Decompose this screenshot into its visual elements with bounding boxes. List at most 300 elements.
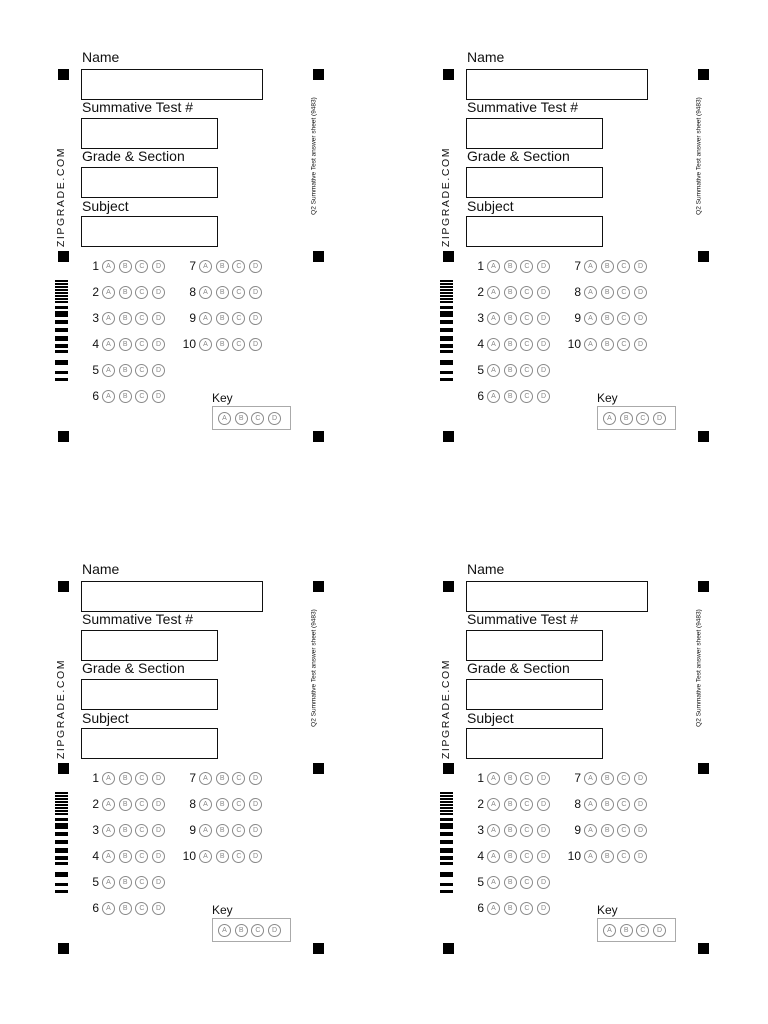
answer-bubble[interactable]: C: [232, 824, 245, 837]
answer-bubble[interactable]: D: [537, 364, 550, 377]
answer-bubble[interactable]: D: [537, 798, 550, 811]
answer-bubble[interactable]: B: [119, 902, 132, 915]
answer-bubble[interactable]: D: [249, 850, 262, 863]
answer-bubble[interactable]: A: [487, 798, 500, 811]
key-bubble[interactable]: D: [653, 924, 666, 937]
registration-mark: [58, 69, 69, 80]
answer-bubble[interactable]: D: [152, 338, 165, 351]
grade-label: Grade & Section: [467, 148, 570, 164]
answer-bubble[interactable]: B: [216, 824, 229, 837]
answer-bubble[interactable]: B: [504, 902, 517, 915]
answer-bubble[interactable]: B: [216, 312, 229, 325]
barcode-bar: [440, 283, 453, 285]
key-bubble[interactable]: B: [620, 924, 633, 937]
answer-bubble[interactable]: A: [487, 286, 500, 299]
answer-bubble[interactable]: B: [216, 338, 229, 351]
answer-bubble[interactable]: C: [617, 850, 630, 863]
answer-bubble[interactable]: C: [232, 798, 245, 811]
answer-bubble[interactable]: D: [634, 338, 647, 351]
answer-bubble[interactable]: A: [102, 876, 115, 889]
barcode-bar: [440, 350, 453, 353]
answer-bubble[interactable]: C: [617, 260, 630, 273]
answer-bubble[interactable]: D: [634, 286, 647, 299]
question-number: 5: [92, 875, 99, 889]
barcode-bar: [440, 286, 453, 288]
answer-bubble[interactable]: A: [584, 772, 597, 785]
answer-bubble[interactable]: D: [537, 902, 550, 915]
answer-bubble[interactable]: C: [135, 390, 148, 403]
answer-bubble[interactable]: C: [617, 286, 630, 299]
barcode-bar: [55, 298, 68, 300]
question-number: 8: [574, 797, 581, 811]
question-row: [77, 874, 169, 890]
answer-bubble[interactable]: C: [520, 876, 533, 889]
answer-bubble[interactable]: C: [135, 798, 148, 811]
brand-text: ZIPGRADE.COM: [55, 658, 67, 760]
key-box: [597, 918, 676, 942]
grade-section-field[interactable]: [466, 167, 603, 198]
question-number: 1: [477, 771, 484, 785]
answer-bubble[interactable]: D: [537, 312, 550, 325]
question-number: 10: [182, 337, 196, 351]
answer-bubble[interactable]: A: [584, 286, 597, 299]
answer-bubble[interactable]: C: [232, 312, 245, 325]
answer-bubble[interactable]: B: [119, 338, 132, 351]
answer-bubble[interactable]: D: [249, 312, 262, 325]
answer-bubble[interactable]: B: [119, 772, 132, 785]
answer-bubble[interactable]: A: [487, 876, 500, 889]
answer-bubble[interactable]: C: [520, 312, 533, 325]
answer-bubble[interactable]: C: [135, 772, 148, 785]
question-number: 2: [92, 285, 99, 299]
answer-bubble[interactable]: A: [584, 312, 597, 325]
question-number: 7: [574, 771, 581, 785]
barcode-bar: [55, 336, 68, 341]
answer-bubble[interactable]: D: [152, 364, 165, 377]
answer-bubble[interactable]: B: [216, 286, 229, 299]
answer-bubble[interactable]: B: [601, 312, 614, 325]
answer-bubble[interactable]: B: [119, 824, 132, 837]
answer-bubble[interactable]: B: [504, 260, 517, 273]
barcode-bar: [55, 798, 68, 800]
grade-section-field[interactable]: [81, 679, 218, 710]
answer-bubble[interactable]: A: [584, 338, 597, 351]
question-number: 9: [574, 823, 581, 837]
answer-bubble[interactable]: B: [119, 364, 132, 377]
answer-bubble[interactable]: A: [487, 850, 500, 863]
subject-field[interactable]: [466, 216, 603, 247]
answer-bubble[interactable]: B: [504, 364, 517, 377]
answer-bubble[interactable]: C: [617, 798, 630, 811]
barcode-bar: [440, 872, 453, 877]
key-bubble[interactable]: D: [653, 412, 666, 425]
key-bubble[interactable]: B: [620, 412, 633, 425]
answer-bubble[interactable]: C: [232, 338, 245, 351]
answer-bubble[interactable]: D: [152, 260, 165, 273]
answer-bubble[interactable]: C: [232, 850, 245, 863]
question-number: 10: [182, 849, 196, 863]
name-field[interactable]: [466, 581, 648, 612]
answer-bubble[interactable]: D: [152, 772, 165, 785]
question-row: [462, 874, 554, 890]
question-row: [174, 770, 266, 786]
answer-bubble[interactable]: A: [199, 850, 212, 863]
answer-bubble[interactable]: C: [617, 772, 630, 785]
sheet-title: Q2 Summative Test answer sheet (9483): [310, 609, 318, 727]
answer-bubble[interactable]: C: [135, 902, 148, 915]
answer-bubble[interactable]: B: [119, 850, 132, 863]
question-row: [77, 796, 169, 812]
question-row: [462, 336, 554, 352]
question-row: [462, 258, 554, 274]
barcode-bar: [55, 292, 68, 294]
test-number-field[interactable]: [81, 118, 218, 149]
key-bubble[interactable]: C: [251, 924, 264, 937]
answer-bubble[interactable]: D: [537, 850, 550, 863]
subject-label: Subject: [467, 198, 514, 214]
answer-bubble[interactable]: D: [152, 286, 165, 299]
answer-bubble[interactable]: B: [601, 798, 614, 811]
key-bubble[interactable]: D: [268, 412, 281, 425]
barcode-bar: [440, 306, 453, 309]
answer-bubble[interactable]: B: [504, 338, 517, 351]
question-row: [559, 336, 651, 352]
barcode-bar: [55, 810, 68, 812]
key-bubble[interactable]: A: [603, 412, 616, 425]
answer-bubble[interactable]: A: [584, 824, 597, 837]
subject-field[interactable]: [81, 216, 218, 247]
registration-mark: [443, 943, 454, 954]
registration-mark: [58, 431, 69, 442]
answer-bubble[interactable]: A: [487, 902, 500, 915]
barcode-bar: [440, 798, 453, 800]
barcode-bar: [55, 840, 68, 844]
answer-bubble[interactable]: D: [249, 338, 262, 351]
answer-bubble[interactable]: D: [634, 798, 647, 811]
key-bubble[interactable]: C: [636, 412, 649, 425]
registration-mark: [58, 581, 69, 592]
question-number: 2: [92, 797, 99, 811]
answer-bubble[interactable]: A: [102, 798, 115, 811]
answer-bubble[interactable]: C: [135, 260, 148, 273]
answer-bubble[interactable]: A: [199, 312, 212, 325]
subject-field[interactable]: [81, 728, 218, 759]
answer-bubble[interactable]: A: [199, 260, 212, 273]
question-number: 9: [574, 311, 581, 325]
answer-bubble[interactable]: D: [634, 312, 647, 325]
registration-mark: [443, 763, 454, 774]
barcode-bar: [55, 289, 68, 291]
answer-bubble[interactable]: A: [102, 338, 115, 351]
question-number: 8: [189, 285, 196, 299]
key-label: Key: [212, 903, 233, 917]
answer-bubble[interactable]: A: [487, 312, 500, 325]
answer-bubble[interactable]: C: [520, 390, 533, 403]
answer-bubble[interactable]: C: [617, 824, 630, 837]
question-number: 7: [189, 771, 196, 785]
answer-bubble[interactable]: A: [102, 824, 115, 837]
answer-bubble[interactable]: C: [135, 876, 148, 889]
answer-bubble[interactable]: C: [135, 338, 148, 351]
barcode-bar: [440, 360, 453, 365]
barcode-bar: [55, 848, 68, 853]
answer-bubble[interactable]: D: [634, 260, 647, 273]
answer-bubble[interactable]: C: [135, 286, 148, 299]
answer-bubble[interactable]: C: [520, 338, 533, 351]
question-number: 6: [477, 901, 484, 915]
barcode-bar: [440, 818, 453, 821]
question-row: [559, 822, 651, 838]
barcode-bar: [55, 832, 68, 836]
subject-label: Subject: [82, 198, 129, 214]
answer-bubble[interactable]: D: [152, 390, 165, 403]
question-row: [559, 848, 651, 864]
barcode-bar: [440, 328, 453, 332]
answer-bubble[interactable]: D: [634, 772, 647, 785]
name-field[interactable]: [81, 581, 263, 612]
answer-bubble[interactable]: C: [135, 364, 148, 377]
answer-bubble[interactable]: B: [119, 390, 132, 403]
answer-bubble[interactable]: D: [152, 876, 165, 889]
answer-bubble[interactable]: A: [584, 850, 597, 863]
answer-bubble[interactable]: C: [520, 850, 533, 863]
barcode-bar: [440, 813, 453, 815]
barcode-bar: [440, 378, 453, 381]
test-number-field[interactable]: [81, 630, 218, 661]
barcode-bar: [440, 311, 453, 317]
answer-bubble[interactable]: D: [537, 260, 550, 273]
question-row: [77, 388, 169, 404]
answer-bubble[interactable]: C: [232, 772, 245, 785]
answer-bubble[interactable]: D: [537, 286, 550, 299]
key-label: Key: [212, 391, 233, 405]
answer-bubble[interactable]: C: [520, 902, 533, 915]
answer-bubble[interactable]: D: [249, 798, 262, 811]
answer-bubble[interactable]: D: [152, 824, 165, 837]
grade-label: Grade & Section: [82, 148, 185, 164]
answer-bubble[interactable]: D: [537, 876, 550, 889]
answer-bubble[interactable]: D: [249, 772, 262, 785]
answer-bubble[interactable]: B: [216, 798, 229, 811]
key-bubble[interactable]: A: [218, 924, 231, 937]
answer-bubble[interactable]: D: [634, 850, 647, 863]
barcode-bar: [55, 320, 68, 324]
answer-bubble[interactable]: C: [520, 364, 533, 377]
answer-bubble[interactable]: A: [199, 824, 212, 837]
barcode-bar: [440, 792, 453, 794]
answer-bubble[interactable]: D: [152, 798, 165, 811]
registration-mark: [698, 943, 709, 954]
question-number: 2: [477, 285, 484, 299]
name-field[interactable]: [81, 69, 263, 100]
answer-bubble[interactable]: A: [487, 364, 500, 377]
key-box: [597, 406, 676, 430]
answer-bubble[interactable]: D: [152, 850, 165, 863]
question-number: 3: [92, 823, 99, 837]
question-row: [77, 770, 169, 786]
brand-text: ZIPGRADE.COM: [440, 146, 452, 248]
answer-bubble[interactable]: B: [504, 286, 517, 299]
answer-bubble[interactable]: C: [617, 338, 630, 351]
answer-bubble[interactable]: A: [102, 850, 115, 863]
answer-bubble[interactable]: D: [249, 286, 262, 299]
answer-bubble[interactable]: C: [520, 798, 533, 811]
answer-bubble[interactable]: C: [135, 312, 148, 325]
barcode-bar: [55, 344, 68, 348]
answer-bubble[interactable]: C: [232, 260, 245, 273]
answer-bubble[interactable]: C: [520, 824, 533, 837]
answer-sheet: [55, 560, 388, 950]
answer-bubble[interactable]: B: [216, 260, 229, 273]
answer-bubble[interactable]: A: [584, 260, 597, 273]
answer-bubble[interactable]: B: [504, 876, 517, 889]
answer-bubble[interactable]: B: [216, 772, 229, 785]
name-field[interactable]: [466, 69, 648, 100]
key-bubble[interactable]: B: [235, 924, 248, 937]
answer-bubble[interactable]: D: [537, 772, 550, 785]
answer-bubble[interactable]: B: [119, 260, 132, 273]
answer-bubble[interactable]: B: [119, 876, 132, 889]
subject-field[interactable]: [466, 728, 603, 759]
answer-bubble[interactable]: B: [601, 286, 614, 299]
answer-bubble[interactable]: A: [102, 312, 115, 325]
question-number: 1: [92, 259, 99, 273]
answer-bubble[interactable]: B: [601, 850, 614, 863]
key-bubble[interactable]: C: [251, 412, 264, 425]
answer-bubble[interactable]: B: [601, 338, 614, 351]
key-bubble[interactable]: A: [603, 924, 616, 937]
answer-bubble[interactable]: A: [487, 260, 500, 273]
answer-bubble[interactable]: D: [249, 260, 262, 273]
barcode-bar: [55, 286, 68, 288]
question-row: [462, 770, 554, 786]
answer-bubble[interactable]: A: [102, 390, 115, 403]
question-number: 7: [574, 259, 581, 273]
question-row: [77, 362, 169, 378]
key-label: Key: [597, 903, 618, 917]
answer-bubble[interactable]: D: [537, 824, 550, 837]
question-row: [559, 258, 651, 274]
answer-bubble[interactable]: B: [504, 772, 517, 785]
answer-bubble[interactable]: D: [152, 312, 165, 325]
answer-bubble[interactable]: A: [584, 798, 597, 811]
answer-bubble[interactable]: B: [504, 312, 517, 325]
answer-bubble[interactable]: C: [135, 824, 148, 837]
answer-bubble[interactable]: B: [504, 824, 517, 837]
key-bubble[interactable]: B: [235, 412, 248, 425]
answer-bubble[interactable]: A: [487, 772, 500, 785]
answer-bubble[interactable]: A: [199, 338, 212, 351]
answer-bubble[interactable]: B: [119, 286, 132, 299]
registration-mark: [313, 581, 324, 592]
answer-bubble[interactable]: C: [520, 260, 533, 273]
answer-sheet: [55, 48, 388, 438]
question-number: 4: [92, 337, 99, 351]
test-number-field[interactable]: [466, 630, 603, 661]
answer-bubble[interactable]: D: [152, 902, 165, 915]
answer-bubble[interactable]: C: [135, 850, 148, 863]
answer-bubble[interactable]: B: [601, 824, 614, 837]
answer-bubble[interactable]: A: [102, 286, 115, 299]
sheet-title: Q2 Summative Test answer sheet (9483): [695, 97, 703, 215]
answer-bubble[interactable]: D: [249, 824, 262, 837]
question-number: 5: [92, 363, 99, 377]
barcode-bar: [55, 371, 68, 374]
barcode-bar: [440, 804, 453, 806]
answer-bubble[interactable]: D: [634, 824, 647, 837]
answer-bubble[interactable]: D: [537, 390, 550, 403]
question-number: 7: [189, 259, 196, 273]
barcode-bar: [440, 292, 453, 294]
question-row: [174, 796, 266, 812]
answer-bubble[interactable]: B: [601, 772, 614, 785]
answer-bubble[interactable]: A: [102, 364, 115, 377]
answer-bubble[interactable]: B: [504, 390, 517, 403]
answer-bubble[interactable]: B: [504, 798, 517, 811]
registration-mark: [698, 69, 709, 80]
grade-section-field[interactable]: [81, 167, 218, 198]
barcode-bar: [55, 301, 68, 303]
answer-bubble[interactable]: B: [504, 850, 517, 863]
barcode-bar: [440, 810, 453, 812]
barcode-bar: [55, 823, 68, 829]
answer-sheet: [440, 48, 768, 438]
answer-bubble[interactable]: C: [520, 286, 533, 299]
barcode-bar: [55, 283, 68, 285]
answer-bubble[interactable]: A: [102, 772, 115, 785]
answer-bubble[interactable]: B: [119, 798, 132, 811]
answer-bubble[interactable]: A: [487, 824, 500, 837]
barcode-bar: [440, 795, 453, 797]
barcode-bar: [55, 804, 68, 806]
answer-bubble[interactable]: C: [232, 286, 245, 299]
barcode-bar: [440, 807, 453, 809]
barcode-bar: [440, 298, 453, 300]
answer-bubble[interactable]: A: [199, 772, 212, 785]
question-row: [462, 848, 554, 864]
barcode-bar: [440, 280, 453, 282]
grade-section-field[interactable]: [466, 679, 603, 710]
answer-bubble[interactable]: A: [199, 798, 212, 811]
answer-bubble[interactable]: A: [102, 260, 115, 273]
answer-bubble[interactable]: A: [199, 286, 212, 299]
answer-bubble[interactable]: C: [520, 772, 533, 785]
key-bubble[interactable]: D: [268, 924, 281, 937]
answer-bubble[interactable]: B: [216, 850, 229, 863]
registration-mark: [58, 763, 69, 774]
question-row: [462, 822, 554, 838]
key-bubble[interactable]: C: [636, 924, 649, 937]
barcode-bar: [440, 301, 453, 303]
answer-bubble[interactable]: B: [119, 312, 132, 325]
question-row: [559, 310, 651, 326]
answer-bubble[interactable]: D: [537, 338, 550, 351]
answer-bubble[interactable]: A: [487, 390, 500, 403]
answer-bubble[interactable]: A: [102, 902, 115, 915]
answer-bubble[interactable]: A: [487, 338, 500, 351]
question-row: [77, 336, 169, 352]
answer-bubble[interactable]: C: [617, 312, 630, 325]
question-row: [462, 310, 554, 326]
answer-bubble[interactable]: B: [601, 260, 614, 273]
key-bubble[interactable]: A: [218, 412, 231, 425]
question-row: [77, 258, 169, 274]
test-number-field[interactable]: [466, 118, 603, 149]
barcode-bar: [440, 883, 453, 886]
question-number: 10: [567, 337, 581, 351]
question-number: 3: [92, 311, 99, 325]
question-number: 1: [92, 771, 99, 785]
